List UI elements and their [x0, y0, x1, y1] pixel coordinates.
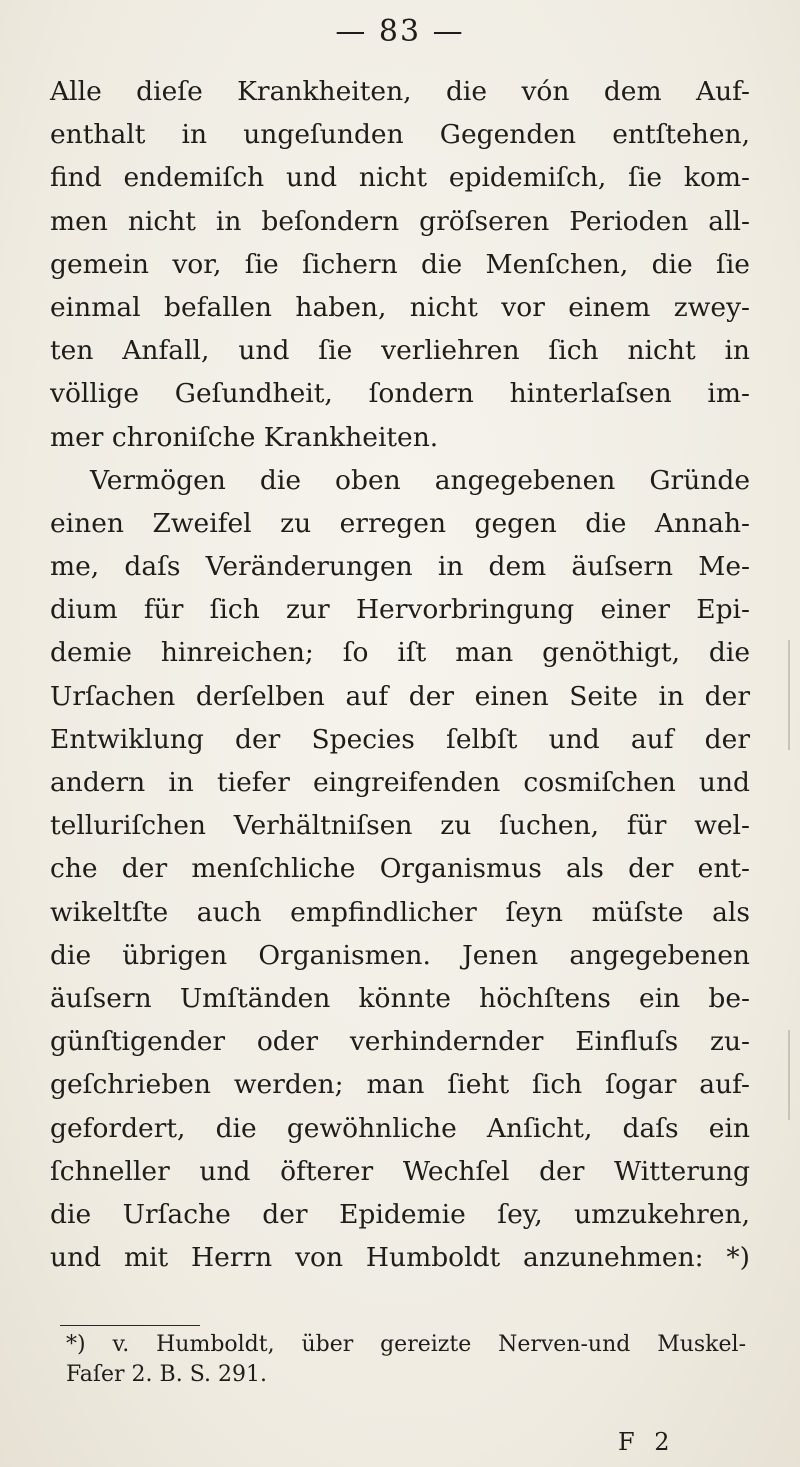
text-line: gemein vor, ſie ſichern die Menſchen, die ſie — [50, 248, 750, 280]
text-line: die Urſache der Epidemie ſey, umzukehren, — [50, 1198, 750, 1230]
text-line: mer chroniſche Krankheiten. — [50, 421, 439, 453]
text-line: einen Zweifel zu erregen gegen die Annah- — [50, 507, 750, 539]
text-line: Entwiklung der Species ſelbſt und auf der — [50, 723, 750, 755]
text-line: me, daſs Veränderungen in dem äuſsern Me- — [50, 551, 750, 583]
text-line: geſchrieben werden; man ſieht ſich ſogar auf- — [50, 1069, 750, 1101]
text-line: enthalt in ungeſunden Gegenden entſtehen, — [50, 119, 750, 151]
body-text — [50, 70, 750, 1279]
text-line: günſtigender oder verhindernder Einfluſs zu- — [50, 1026, 750, 1058]
text-line: dium für ſich zur Hervorbringung einer Epi- — [50, 594, 750, 626]
text-line: che der menſchliche Organismus als der ent- — [50, 853, 750, 885]
footnote-divider — [60, 1325, 200, 1326]
text-line: Alle dieſe Krankheiten, die vón dem Auf- — [50, 76, 750, 107]
text-line: ten Anfall, und ſie verliehren ſich nicht in — [50, 335, 750, 367]
text-line: demie hinreichen; ſo iſt man genöthigt, die — [50, 637, 750, 669]
text-line: gefordert, die gewöhnliche Anſicht, daſs ein — [50, 1112, 750, 1144]
text-line: und mit Herrn von Humboldt anzunehmen: *) — [50, 1242, 750, 1274]
page-edge-shadow — [788, 640, 790, 750]
page-number: — 83 — — [335, 14, 465, 49]
text-line: men nicht in beſondern gröſseren Perioden all- — [50, 205, 750, 237]
text-line: find endemiſch und nicht epidemiſch, ſie kom- — [50, 162, 750, 194]
text-line: andern in tiefer eingreifenden cosmiſchen und — [50, 767, 750, 798]
signature-mark: F 2 — [618, 1428, 676, 1456]
text-line: Vermögen die oben angegebenen Gründe — [90, 464, 750, 496]
text-line: wikeltſte auch empfindlicher ſeyn müſste als — [50, 896, 750, 928]
text-line: die übrigen Organismen. Jenen angegebenen — [50, 939, 750, 971]
footnote — [66, 1330, 746, 1390]
text-line: einmal befallen haben, nicht vor einem zwey- — [50, 291, 750, 323]
page-edge-shadow — [788, 1030, 790, 1120]
footnote-line: Faſer 2. B. S. 291. — [66, 1362, 267, 1387]
text-line: ſchneller und öfterer Wechſel der Witterung — [50, 1155, 750, 1187]
footnote-line: *) v. Humboldt, über gereizte Nerven-und Muskel- — [66, 1332, 746, 1357]
text-line: äuſsern Umſtänden könnte höchſtens ein be- — [50, 982, 750, 1014]
text-line: telluriſchen Verhältniſsen zu ſuchen, für wel- — [50, 810, 750, 842]
text-line: völlige Geſundheit, ſondern hinterlaſsen im- — [50, 378, 750, 410]
text-line: Urſachen derſelben auf der einen Seite in der — [50, 680, 750, 712]
